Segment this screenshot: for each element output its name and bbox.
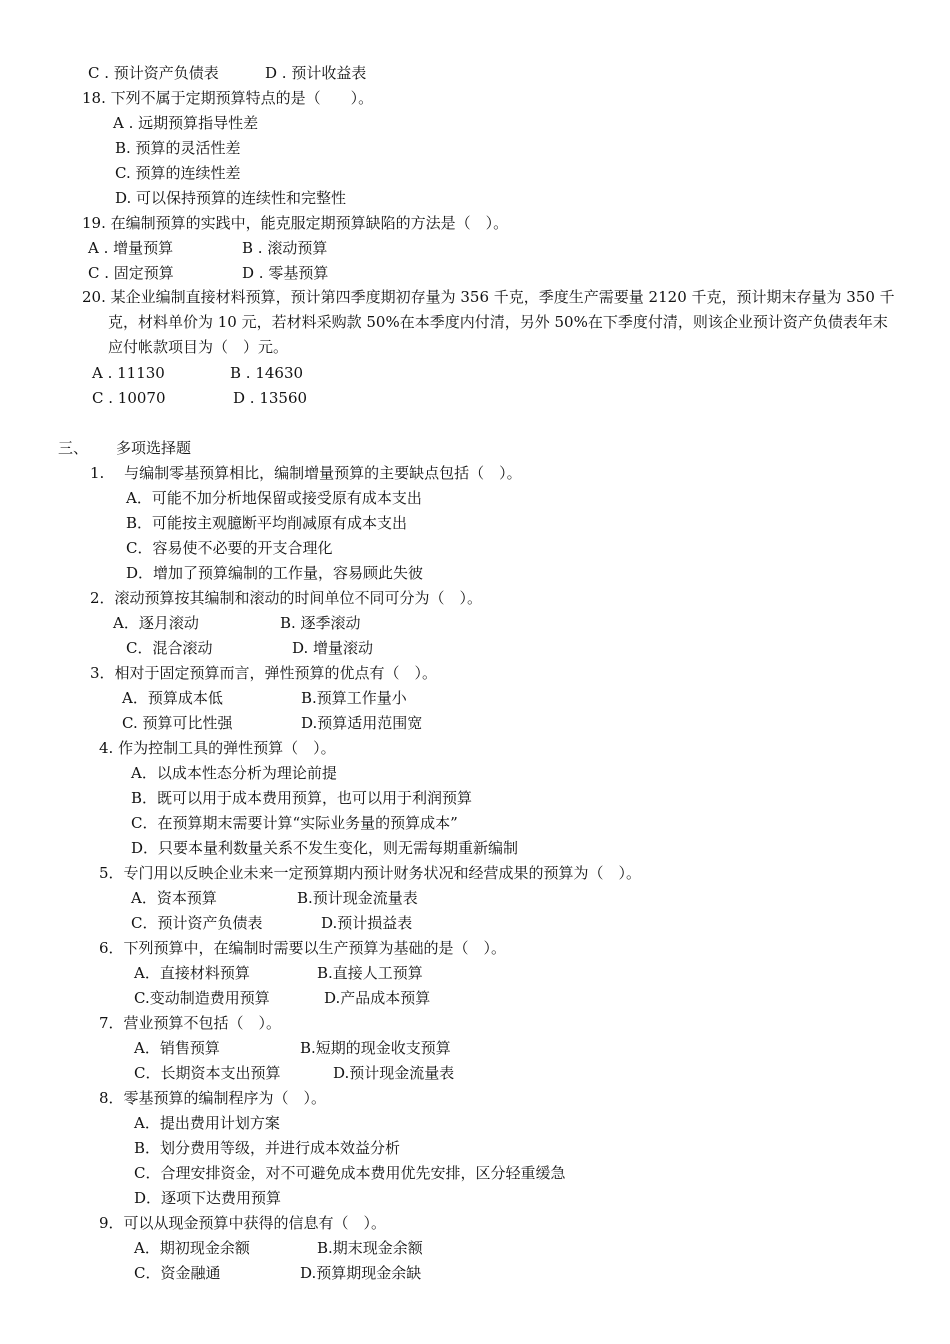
mq9-option-c: C．资金融通: [134, 1264, 221, 1282]
mq5-option-c: C．预计资产负债表: [131, 914, 263, 932]
mq7-option-a: A．销售预算: [134, 1039, 220, 1057]
q20-option-a: A . 11130: [92, 364, 165, 382]
mq-question-6: 6．下列预算中，在编制时需要以生产预算为基础的是（ ）。: [99, 939, 507, 957]
q19-option-c: C . 固定预算: [88, 264, 174, 282]
mq4-option-a: A．以成本性态分析为理论前提: [131, 764, 337, 782]
mq4-option-d: D．只要本量利数量关系不发生变化，则无需每期重新编制: [131, 839, 519, 857]
mq-question-7: 7．营业预算不包括（ ）。: [99, 1014, 282, 1032]
mq-question-9: 9．可以从现金预算中获得的信息有（ ）。: [99, 1214, 387, 1232]
mq8-option-d: D．逐项下达费用预算: [134, 1189, 282, 1207]
mq4-option-c: C．在预算期末需要计算“实际业务量的预算成本”: [131, 814, 458, 832]
mq2-option-a: A．逐月滚动: [113, 614, 199, 632]
mq1-option-a: A．可能不加分析地保留或接受原有成本支出: [126, 489, 422, 507]
mq7-option-c: C．长期资本支出预算: [134, 1064, 281, 1082]
q17-option-c: C . 预计资产负债表: [88, 64, 219, 82]
q20-option-c: C . 10070: [92, 389, 166, 407]
q19-option-a: A . 增量预算: [88, 239, 174, 257]
mq1-option-d: D．增加了预算编制的工作量，容易顾此失彼: [126, 564, 424, 582]
mq3-option-b: B.预算工作量小: [301, 689, 407, 707]
mq3-option-d: D.预算适用范围宽: [301, 714, 423, 732]
mq9-option-d: D.预算期现金余缺: [300, 1264, 422, 1282]
mq2-option-d: D. 增量滚动: [292, 639, 374, 657]
q18-option-c: C. 预算的连续性差: [115, 164, 241, 182]
mq6-option-a: A．直接材料预算: [134, 964, 250, 982]
mq1-option-b: B．可能按主观臆断平均削减原有成本支出: [126, 514, 408, 532]
mq6-option-b: B.直接人工预算: [317, 964, 423, 982]
mq8-option-b: B．划分费用等级，并进行成本效益分析: [134, 1139, 401, 1157]
q19-option-d: D . 零基预算: [242, 264, 329, 282]
mq-question-2: 2．滚动预算按其编制和滚动的时间单位不同可分为（ ）。: [90, 589, 483, 607]
mq-question-4: 4. 作为控制工具的弹性预算（ ）。: [99, 739, 336, 757]
mq7-option-b: B.短期的现金收支预算: [300, 1039, 451, 1057]
mq6-option-c: C.变动制造费用预算: [134, 989, 270, 1007]
mq9-option-b: B.期末现金余额: [317, 1239, 423, 1257]
mq2-option-b: B. 逐季滚动: [280, 614, 361, 632]
q17-option-d: D . 预计收益表: [265, 64, 367, 82]
mq4-option-b: B．既可以用于成本费用预算，也可以用于利润预算: [131, 789, 473, 807]
mq8-option-c: C．合理安排资金，对不可避免成本费用优先安排，区分轻重缓急: [134, 1164, 566, 1182]
mq-question-5: 5．专门用以反映企业未来一定预算期内预计财务状况和经营成果的预算为（ ）。: [99, 864, 642, 882]
q18-option-b: B. 预算的灵活性差: [115, 139, 241, 157]
mq-question-8: 8．零基预算的编制程序为（ ）。: [99, 1089, 327, 1107]
mq5-option-b: B.预计现金流量表: [297, 889, 418, 907]
mq8-option-a: A．提出费用计划方案: [134, 1114, 280, 1132]
q20-option-d: D . 13560: [233, 389, 308, 407]
question-20: 20. 某企业编制直接材料预算，预计第四季度期初存量为 356 千克，季度生产需要量 2120 千克，预计期末存量为 350 千克，材料单价为 10 元，若材料采购款 50%在本季度内付清，另外 50%在下季度付清，则该企业预计资产负债表年末应付帐款项目为（ ）元。: [82, 288, 895, 356]
mq5-option-a: A．资本预算: [131, 889, 217, 907]
mq9-option-a: A．期初现金余额: [134, 1239, 250, 1257]
section-number: 三、: [58, 439, 89, 457]
mq5-option-d: D.预计损益表: [321, 914, 413, 932]
mq1-option-c: C．容易使不必要的开支合理化: [126, 539, 333, 557]
mq3-option-a: A．预算成本低: [122, 689, 223, 707]
mq-question-3: 3．相对于固定预算而言，弹性预算的优点有（ ）。: [90, 664, 438, 682]
section-title: 多项选择题: [116, 439, 192, 457]
mq2-option-c: C．混合滚动: [126, 639, 213, 657]
q20-option-b: B . 14630: [230, 364, 304, 382]
mq7-option-d: D.预计现金流量表: [333, 1064, 455, 1082]
mq6-option-d: D.产品成本预算: [324, 989, 431, 1007]
question-18: 18. 下列不属于定期预算特点的是（ ）。: [82, 89, 374, 107]
q19-option-b: B . 滚动预算: [242, 239, 328, 257]
question-19: 19. 在编制预算的实践中，能克服定期预算缺陷的方法是（ ）。: [82, 214, 509, 232]
q18-option-d: D. 可以保持预算的连续性和完整性: [115, 189, 347, 207]
mq-question-1: 1. 与编制零基预算相比，编制增量预算的主要缺点包括（ ）。: [90, 464, 522, 482]
mq3-option-c: C. 预算可比性强: [122, 714, 233, 732]
q18-option-a: A . 远期预算指导性差: [113, 114, 259, 132]
